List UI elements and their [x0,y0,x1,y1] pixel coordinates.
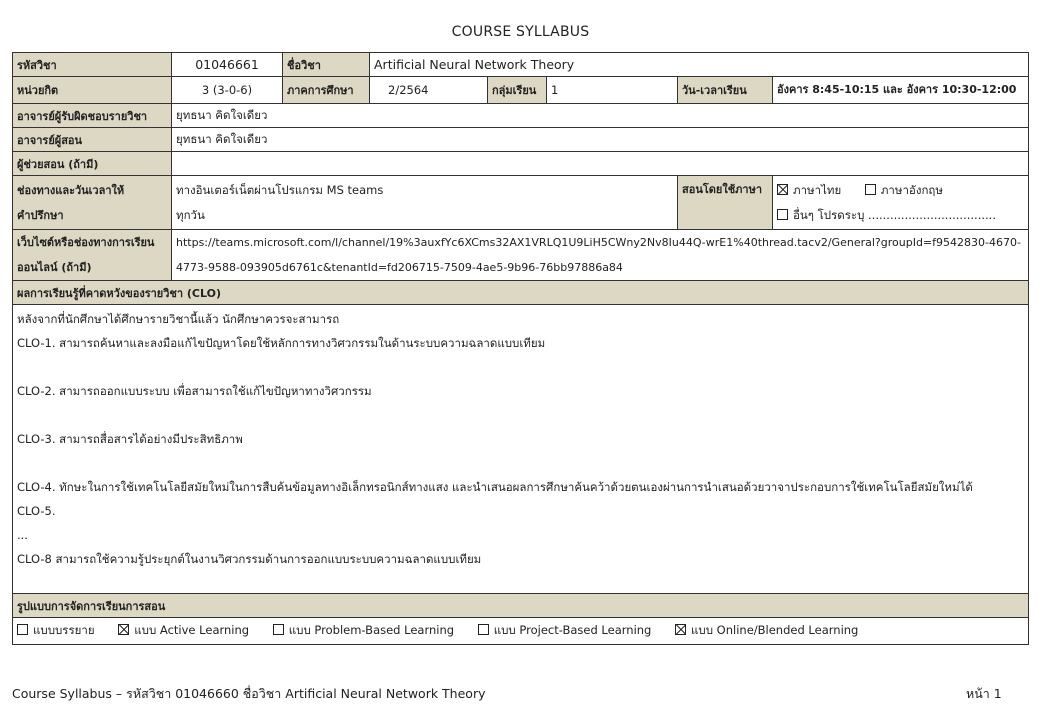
consult-channel: ทางอินเตอร์เน็ตผ่านโปรแกรม MS teams [176,182,384,197]
responsible-instructor-label: อาจารย์ผู้รับผิดชอบรายวิชา [13,104,172,128]
clo-item: CLO-4. ทักษะในการใช้เทคโนโลยีสมัยใหม่ในการสืบค้นข้อมูลทางอิเล็กทรอนิกส์ทางแสง และนำเสนอผลการศึกษาค้นคว้าด้วยตนเองผ่านการนำเสนอด้วยวาจาประกอบการใช้เทคโนโลยีสมัยใหม่ได้ [17,480,973,494]
row-responsible [13,104,1029,128]
row-ta [13,152,1029,176]
format-option-lecture[interactable] [17,622,95,640]
language-option-english[interactable] [865,178,943,203]
clo-list [13,305,1029,594]
instructor-value: ยุทธนา คิดใจเดียว [172,128,1029,152]
row-clo-body [13,305,1029,594]
website-link[interactable] [172,230,1029,281]
section-label: กลุ่มเรียน [488,77,547,104]
credits-value: 3 (3-0-6) [172,77,283,104]
schedule-value: อังคาร 8:45-10:15 และ อังคาร 10:30-12:00 [773,77,1029,104]
language-option-label: อื่นๆ โปรดระบุ ................................... [793,207,996,222]
clo-item: CLO-2. สามารถออกแบบระบบ เพื่อสามารถใช้แก้ไขปัญหาทางวิศวกรรม [17,384,372,398]
format-option-project[interactable] [478,622,652,640]
clo-intro: หลังจากที่นักศึกษาได้ศึกษารายวิชานี้แล้ว นักศึกษาควรจะสามารถ [17,312,340,326]
checkbox-format-1[interactable] [118,624,129,635]
clo-item: CLO-5. [17,504,56,518]
website-link-line2[interactable]: 4773-9588-093905d6761c&tenantId=fd206715-7509-4ae5-9b96-76bb97886a84 [176,261,623,274]
ta-value [172,152,1029,176]
format-options [13,618,1029,645]
website-label-line1: เว็บไซต์หรือช่องทางการเรียน [17,236,155,249]
course-code-label: รหัสวิชา [13,53,172,77]
format-option-label: แบบบรรยาย [33,623,95,637]
format-option-label: แบบ Project-Based Learning [493,623,652,637]
responsible-instructor-value: ยุทธนา คิดใจเดียว [172,104,1029,128]
language-options [773,176,1029,230]
row-consult [13,176,1029,230]
consult-value [172,176,678,230]
instructor-label: อาจารย์ผู้สอน [13,128,172,152]
checkbox-format-3[interactable] [478,624,489,635]
format-option-label: แบบ Active Learning [134,623,250,637]
language-label: สอนโดยใช้ภาษา [678,176,773,230]
checkbox-language-0[interactable] [777,184,788,195]
checkbox-language-1[interactable] [865,184,876,195]
syllabus-table [12,52,1029,645]
credits-label: หน่วยกิต [13,77,172,104]
consult-label-line2: คำปรึกษา [17,208,64,222]
course-name-value: Artificial Neural Network Theory [370,53,1029,77]
consult-label [13,176,172,230]
checkbox-format-0[interactable] [17,624,28,635]
checkbox-format-4[interactable] [675,624,686,635]
language-option-other[interactable] [777,203,996,228]
clo-item: CLO-8 สามารถใช้ความรู้ประยุกต์ในงานวิศวกรรมด้านการออกแบบระบบความฉลาดแบบเทียม [17,552,482,566]
format-option-online[interactable] [675,622,858,640]
consult-label-line1: ช่องทางและวันเวลาให้ [17,183,125,197]
row-website [13,230,1029,281]
language-option-label: ภาษาไทย [793,182,842,197]
checkbox-language-2[interactable] [777,209,788,220]
row-instructor [13,128,1029,152]
schedule-label: วัน-เวลาเรียน [678,77,773,104]
course-code-value: 01046661 [172,53,283,77]
document-title: COURSE SYLLABUS [451,24,590,40]
checkbox-format-2[interactable] [273,624,284,635]
language-option-thai[interactable] [777,178,841,203]
format-heading: รูปแบบการจัดการเรียนการสอน [13,594,1029,618]
website-link-line1[interactable]: https://teams.microsoft.com/l/channel/19%3auxfYc6XCms32AX1VRLQ1U9LiH5CWny2Nv8Iu44Q-wrE1%40thread.tacv2/General?groupId=f9542830-4670- [176,236,1021,249]
row-format-options [13,618,1029,645]
row-credits [13,77,1029,104]
course-name-label: ชื่อวิชา [283,53,370,77]
format-option-active[interactable] [118,622,249,640]
consult-days: ทุกวัน [176,207,205,222]
language-option-label: ภาษาอังกฤษ [880,182,943,197]
format-option-label: แบบ Problem-Based Learning [288,623,455,637]
format-option-label: แบบ Online/Blended Learning [691,623,859,637]
clo-item: ... [17,528,28,542]
semester-label: ภาคการศึกษา [283,77,370,104]
website-label [13,230,172,281]
clo-item: CLO-1. สามารถค้นหาและลงมือแก้ไขปัญหาโดยใช้หลักการทางวิศวกรรมในด้านระบบความฉลาดแบบเทียม [17,336,546,350]
website-label-line2: ออนไลน์ (ถ้ามี) [17,261,92,274]
ta-label: ผู้ช่วยสอน (ถ้ามี) [13,152,172,176]
row-course [13,53,1029,77]
semester-value: 2/2564 [370,77,488,104]
footer-page-number: หน้า 1 [966,686,1002,701]
row-format-heading [13,594,1029,618]
clo-item: CLO-3. สามารถสื่อสารได้อย่างมีประสิทธิภาพ [17,432,243,446]
footer-course-info: Course Syllabus – รหัสวิชา 01046660 ชื่อวิชา Artificial Neural Network Theory [12,686,486,701]
row-clo-heading [13,281,1029,305]
section-value: 1 [547,77,678,104]
clo-heading: ผลการเรียนรู้ที่คาดหวังของรายวิชา (CLO) [13,281,1029,305]
format-option-problem[interactable] [273,622,454,640]
